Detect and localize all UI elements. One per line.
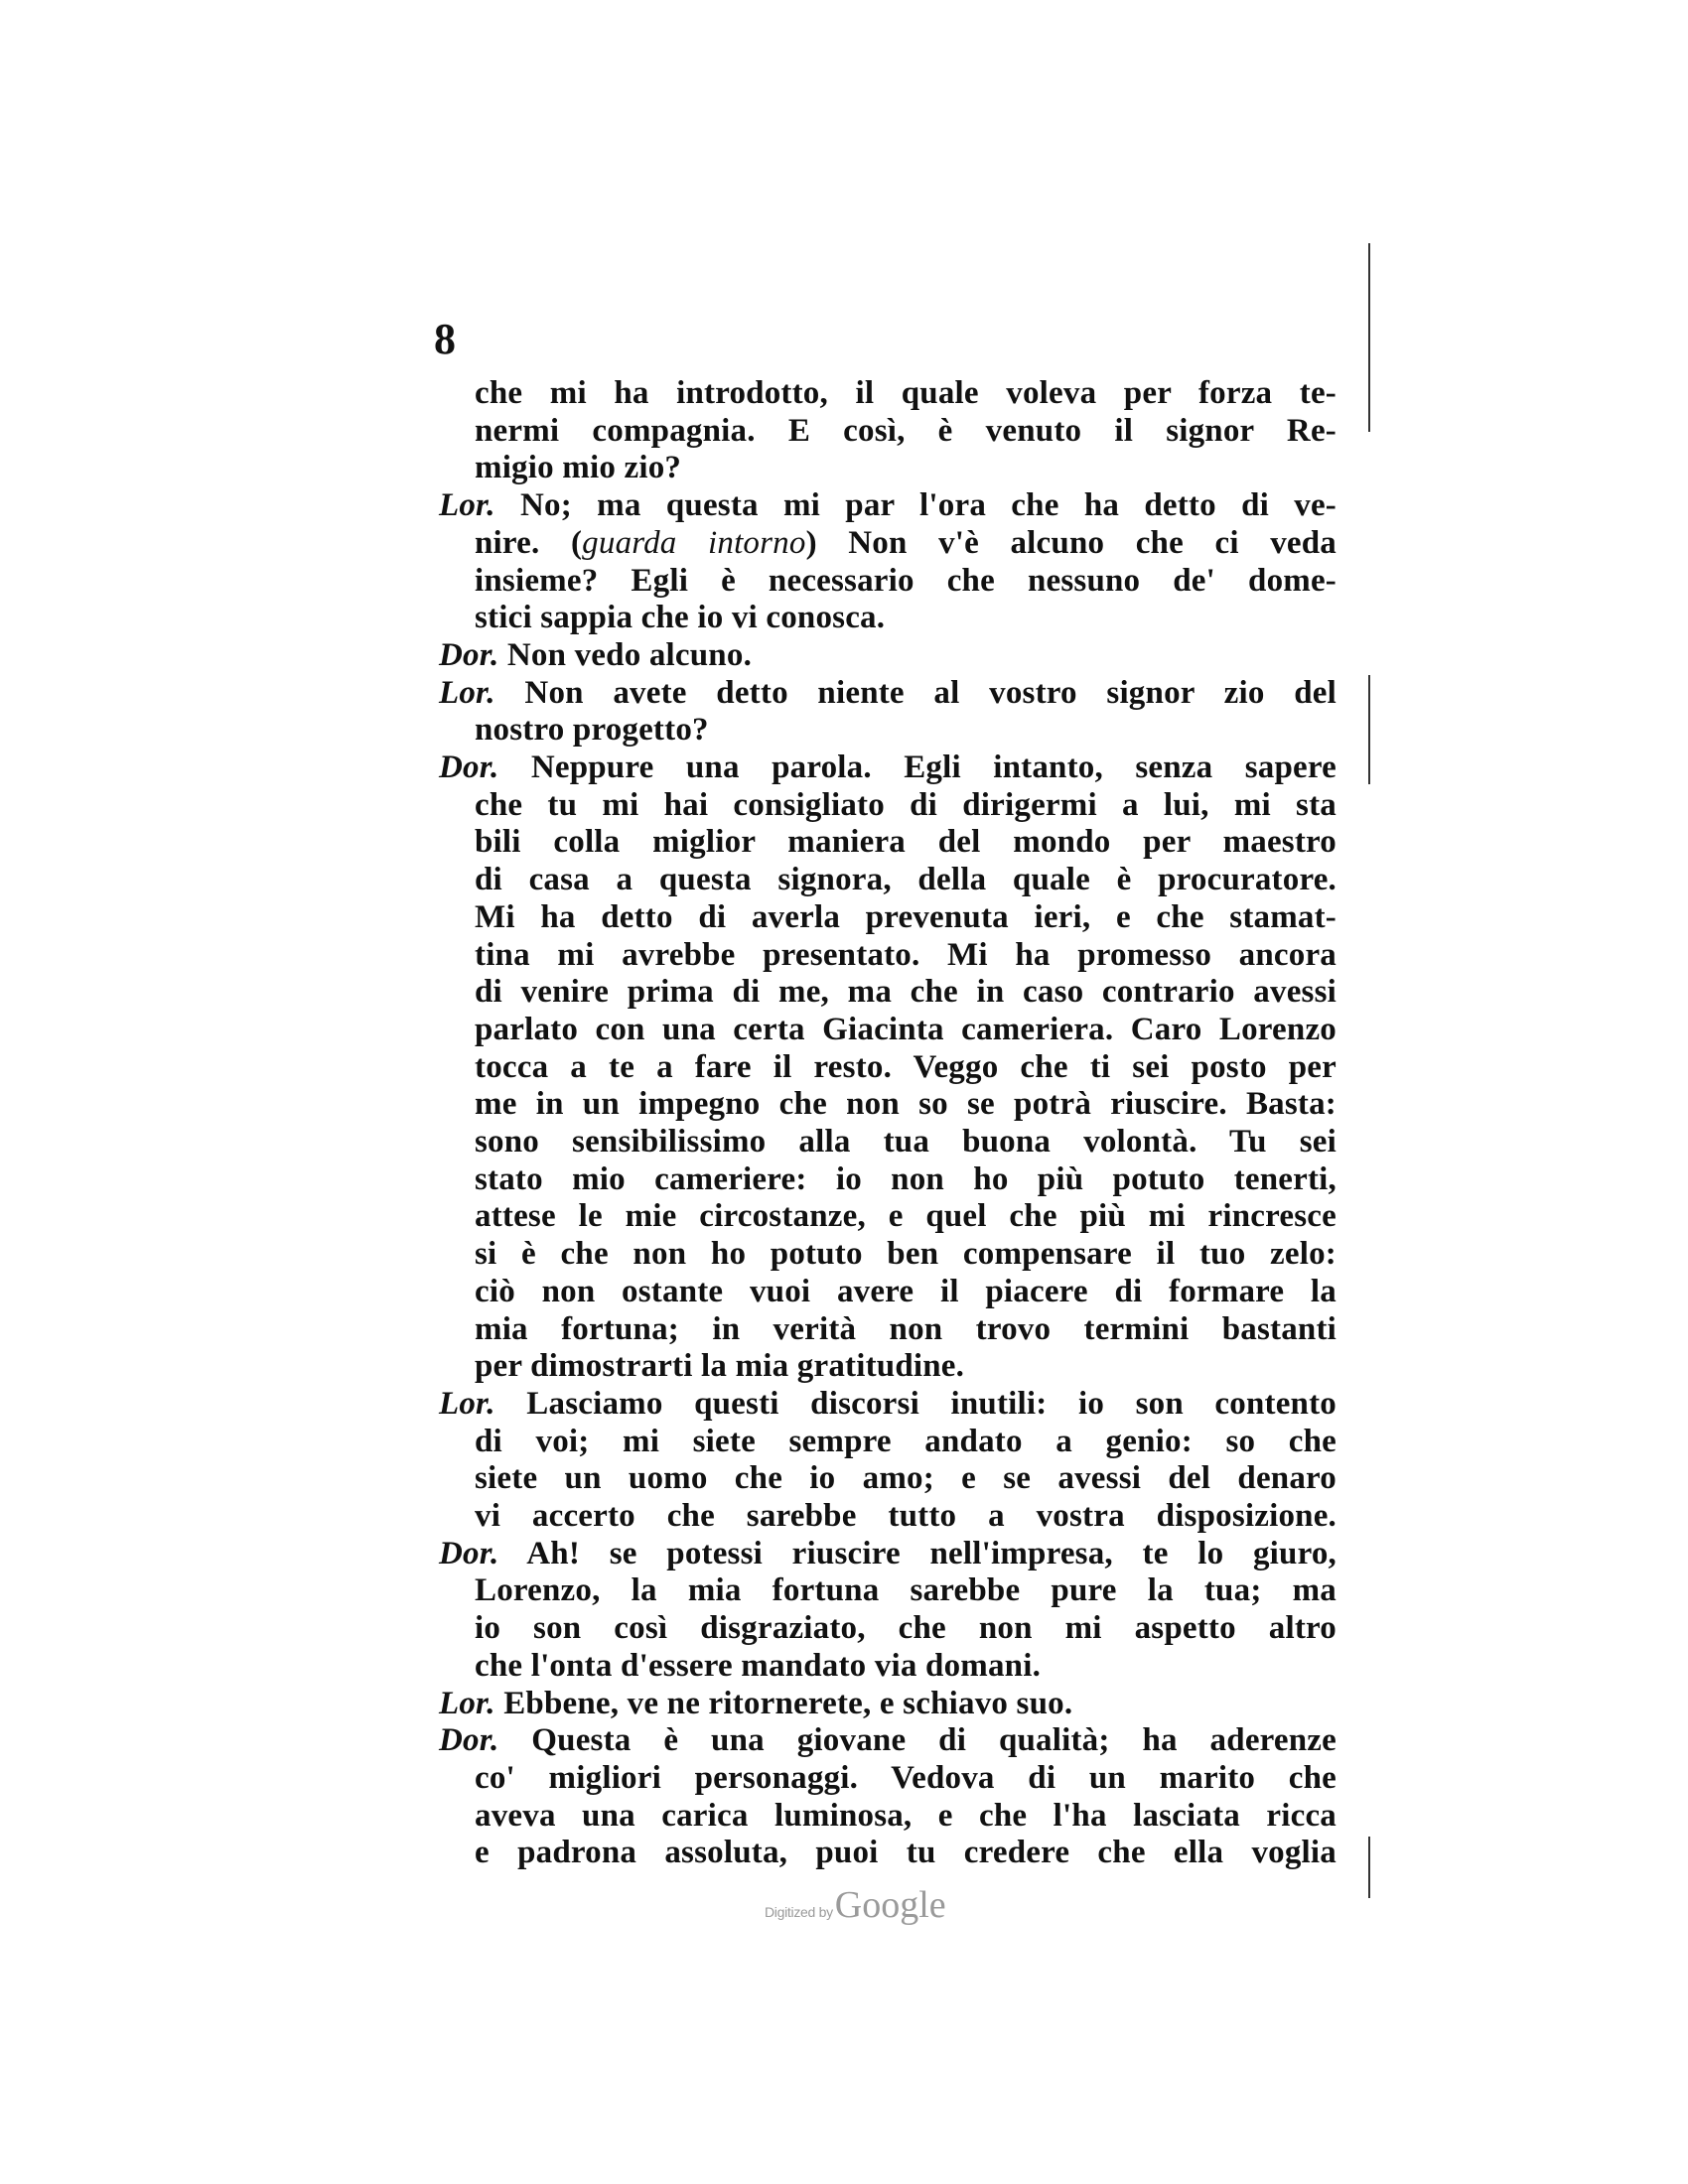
text-line [475, 899, 1336, 936]
text-line [475, 1572, 1336, 1609]
line-text: di voi; mi siete sempre andato a genio: so che [475, 1423, 1336, 1459]
speaker-name: Lor. [439, 1385, 495, 1422]
text-line [475, 1198, 1336, 1235]
text-line [475, 824, 1336, 861]
text-line [475, 1274, 1336, 1310]
line-text: Ah! se potessi riuscire nell'impresa, te lo giuro, [526, 1535, 1336, 1571]
line-text: stici sappia che io vi conosca. [475, 600, 886, 636]
line-text: No; ma questa mi par l'ora che ha detto di ve- [520, 487, 1336, 524]
line-text: nostro progetto? [475, 712, 709, 749]
text-line [475, 1798, 1336, 1835]
text-line [475, 974, 1336, 1011]
text-line [475, 600, 1336, 636]
text-line [475, 862, 1336, 898]
text-line [475, 1236, 1336, 1273]
scan-edge-line [1368, 243, 1370, 432]
text-line [475, 787, 1336, 824]
speaker-line [439, 1536, 1336, 1572]
line-text: tina mi avrebbe presentato. Mi ha promesso ancora [475, 936, 1336, 973]
line-text: Questa è una giovane di qualità; ha aderenze [531, 1722, 1337, 1759]
text-line [475, 1012, 1336, 1048]
text-line [475, 563, 1336, 600]
line-text: e padrona assoluta, puoi tu credere che ella voglia [475, 1835, 1336, 1871]
stage-direction: guarda intorno [582, 524, 806, 561]
text-line [475, 1124, 1336, 1160]
line-text: nire. ( [475, 524, 583, 561]
speaker-line [439, 1386, 1336, 1423]
line-text: ) Non v'è alcuno che ci veda [805, 524, 1336, 561]
line-text: attese le mie circostanze, e quel che più mi rincresce [475, 1198, 1336, 1235]
speaker-name: Lor. [439, 487, 495, 524]
speaker-line [439, 1686, 1336, 1722]
text-line [475, 525, 1336, 562]
scan-edge-line [1368, 1837, 1370, 1898]
line-text: per dimostrarti la mia gratitudine. [475, 1348, 965, 1385]
line-text: che mi ha introdotto, il quale voleva per forza te- [475, 375, 1336, 411]
line-text: Non vedo alcuno. [506, 636, 753, 673]
text-line [475, 1161, 1336, 1198]
line-text: io son così disgraziato, che non mi aspetto altro [475, 1610, 1336, 1647]
line-text: Lorenzo, la mia fortuna sarebbe pure la tua; ma [475, 1572, 1336, 1609]
line-text: me in un impegno che non so se potrà riuscire. Basta: [475, 1086, 1336, 1123]
line-text: parlato con una certa Giacinta cameriera. Caro Lorenzo [475, 1011, 1336, 1047]
text-line [475, 1460, 1336, 1497]
scan-edge-line [1368, 675, 1370, 784]
line-text: vi accerto che sarebbe tutto a vostra disposizione. [475, 1498, 1336, 1534]
speaker-line [439, 675, 1336, 712]
line-text: stato mio cameriere: io non ho più potuto tenerti, [475, 1160, 1336, 1197]
line-text: di casa a questa signora, della quale è procuratore. [475, 862, 1336, 898]
line-text: insieme? Egli è necessario che nessuno de' dome- [475, 562, 1336, 599]
text-line [475, 1610, 1336, 1647]
text-line [475, 1049, 1336, 1086]
line-text: siete un uomo che io amo; e se avessi del denaro [475, 1460, 1336, 1497]
speaker-name: Dor. [439, 1535, 499, 1571]
line-text: si è che non ho potuto ben compensare il tuo zelo: [475, 1236, 1336, 1273]
watermark-prefix: Digitized by [765, 1904, 833, 1920]
line-text: co' migliori personaggi. Vedova di un marito che [475, 1759, 1336, 1796]
text-line [475, 1760, 1336, 1797]
speaker-name: Lor. [439, 674, 495, 711]
page-number: 8 [434, 315, 456, 363]
speaker-name: Lor. [439, 1685, 495, 1721]
text-line [475, 375, 1336, 412]
text-line [475, 1498, 1336, 1535]
text-line [475, 1648, 1336, 1685]
speaker-name: Dor. [439, 750, 499, 785]
speaker-line [439, 750, 1336, 786]
text-line [475, 1424, 1336, 1460]
speaker-line [439, 637, 1336, 674]
line-text: nermi compagnia. E così, è venuto il signor Re- [475, 412, 1336, 449]
digitized-by-google-watermark [765, 1884, 946, 1934]
line-text: di venire prima di me, ma che in caso contrario avessi [475, 974, 1336, 1011]
line-text: sono sensibilissimo alla tua buona volontà. Tu sei [475, 1124, 1336, 1160]
text-line [475, 937, 1336, 974]
line-text: Mi ha detto di averla prevenuta ieri, e che stamat- [475, 898, 1336, 935]
speaker-name: Dor. [439, 636, 499, 673]
speaker-line [439, 1722, 1336, 1759]
text-line [475, 712, 1336, 749]
speaker-name: Dor. [439, 1722, 499, 1759]
line-text: migio mio zio? [475, 450, 682, 486]
line-text: Lasciamo questi discorsi inutili: io son contento [526, 1385, 1336, 1422]
line-text: aveva una carica luminosa, e che l'ha lasciata ricca [475, 1797, 1336, 1834]
text-line [475, 1086, 1336, 1123]
line-text: che l'onta d'essere mandato via domani. [475, 1647, 1042, 1684]
text-line [475, 413, 1336, 450]
line-text: bili colla miglior maniera del mondo per maestro [475, 824, 1336, 861]
line-text: ciò non ostante vuoi avere il piacere di formare la [475, 1273, 1336, 1309]
line-text: Ebbene, ve ne ritornerete, e schiavo suo. [503, 1685, 1073, 1721]
line-text: tocca a te a fare il resto. Veggo che ti sei posto per [475, 1048, 1336, 1085]
text-line [475, 450, 1336, 486]
line-text: Non avete detto niente al vostro signor zio del [524, 674, 1337, 711]
speaker-line [439, 487, 1336, 524]
line-text: mia fortuna; in verità non trovo termini bastanti [475, 1310, 1336, 1347]
text-line [475, 1348, 1336, 1385]
line-text: Neppure una parola. Egli intanto, senza sapere [530, 750, 1336, 785]
text-line [475, 1835, 1336, 1871]
line-text: che tu mi hai consigliato di dirigermi a lui, mi sta [475, 786, 1336, 823]
watermark-brand: Google [834, 1884, 946, 1926]
text-line [475, 1311, 1336, 1348]
